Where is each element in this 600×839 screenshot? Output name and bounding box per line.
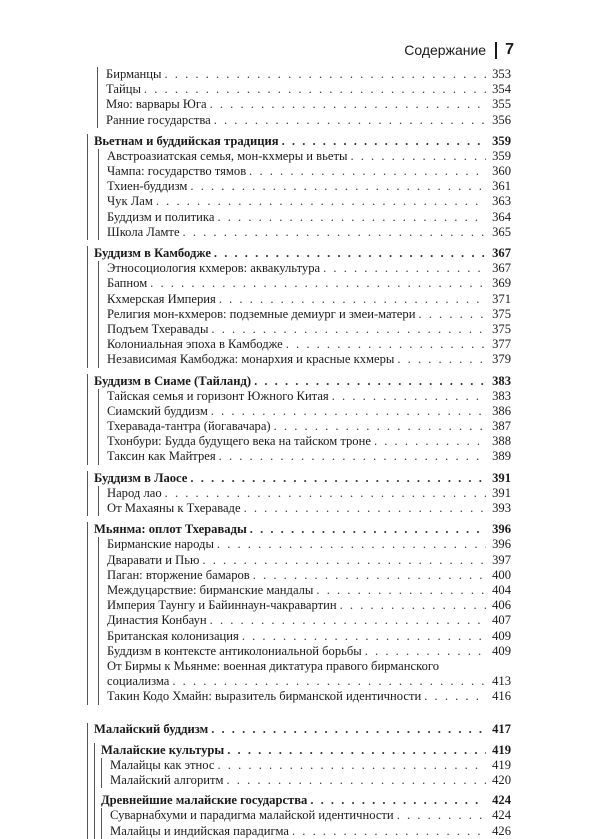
- toc-group-laos: [87, 471, 511, 517]
- toc-entry[interactable]: Малайцы как этнос . . . 419: [102, 758, 511, 773]
- header-divider: [495, 42, 497, 59]
- toc-section-heading[interactable]: Буддизм в Лаосе . . . 391: [88, 471, 511, 486]
- toc-entry-continuation[interactable]: социализма . . . 413: [99, 674, 511, 689]
- toc-section-heading[interactable]: Малайские культуры . . . 419: [95, 743, 511, 758]
- toc-entry[interactable]: Дваравати и Пью . . . 397: [99, 553, 511, 568]
- toc-entry[interactable]: От Махаяны к Тхераваде . . . 393: [99, 501, 511, 516]
- toc-entry[interactable]: Династия Конбаун . . . 407: [99, 613, 511, 628]
- toc-group-intro: [97, 67, 511, 128]
- toc-entry[interactable]: Тхонбури: Будда будущего века на тайском троне . . . 388: [99, 434, 511, 449]
- toc-entry[interactable]: Кхмерская Империя . . . 371: [99, 292, 511, 307]
- toc-entry[interactable]: Австроазиатская семья, мон-кхмеры и вьеты . . . 359: [99, 149, 511, 164]
- header-title: Содержание: [404, 42, 487, 58]
- toc-entry[interactable]: Междуцарствие: бирманские мандалы . . . 404: [99, 583, 511, 598]
- toc-entry[interactable]: Бирманцы . . . 353: [98, 67, 511, 82]
- toc-part-heading[interactable]: Малайский буддизм . . . 417: [88, 723, 511, 738]
- toc-entry[interactable]: Религия мон-кхмеров: подземные демиург и змеи-матери . . . 375: [99, 307, 511, 322]
- toc-group-cambodia: [87, 246, 511, 368]
- toc-part-malay: [87, 723, 511, 839]
- toc-entry[interactable]: Таксин как Майтрея . . . 389: [99, 450, 511, 465]
- toc-entry[interactable]: Такин Кодо Хмайн: выразитель бирманской идентичности . . . 416: [99, 689, 511, 704]
- toc-section-heading[interactable]: Мьянма: оплот Тхеравады . . . 396: [88, 522, 511, 537]
- toc-entry[interactable]: Чампа: государство тямов . . . 360: [99, 164, 511, 179]
- toc-entry[interactable]: Бирманские народы . . . 396: [99, 537, 511, 552]
- toc-entry-wrapped[interactable]: От Бирмы к Мьянме: военная диктатура правого бирманского: [107, 658, 440, 673]
- toc-entry[interactable]: Подъем Тхеравады . . . 375: [99, 322, 511, 337]
- toc-entry[interactable]: Тайцы . . . 354: [98, 82, 511, 97]
- toc-entry[interactable]: Ранние государства . . . 356: [98, 113, 511, 128]
- toc-entry[interactable]: Школа Ламте . . . 365: [99, 225, 511, 240]
- toc-entry[interactable]: Независимая Камбоджа: монархия и красные кхмеры . . . 379: [99, 352, 511, 367]
- toc-entry[interactable]: Колониальная эпоха в Камбодже . . . 377: [99, 337, 511, 352]
- toc-group-siam: [87, 374, 511, 465]
- toc-entry[interactable]: Народ лао . . . 391: [99, 486, 511, 501]
- toc-entry[interactable]: Тхиен-буддизм . . . 361: [99, 179, 511, 194]
- toc-entry[interactable]: Сиамский буддизм . . . 386: [99, 404, 511, 419]
- toc-entry[interactable]: Паган: вторжение бамаров . . . 400: [99, 568, 511, 583]
- toc-entry[interactable]: Тхеравада-тантра (йогавачара) . . . 387: [99, 419, 511, 434]
- toc-entry[interactable]: Мяо: варвары Юга . . . 355: [98, 97, 511, 112]
- toc-entry[interactable]: Британская колонизация . . . 409: [99, 629, 511, 644]
- toc-group-myanmar: [87, 522, 511, 704]
- toc-entry[interactable]: Малайцы и индийская парадигма . . . 426: [102, 824, 511, 839]
- toc-section-heading[interactable]: Буддизм в Камбодже . . . 367: [88, 246, 511, 261]
- table-of-contents: [94, 66, 511, 839]
- toc-entry[interactable]: Буддизм и политика . . . 364: [99, 210, 511, 225]
- toc-entry[interactable]: Этносоциология кхмеров: аквакультура . . . 367: [99, 261, 511, 276]
- toc-section-heading[interactable]: Древнейшие малайские государства . . . 424: [95, 793, 511, 808]
- toc-entry[interactable]: Буддизм в контексте антиколониальной борьбы . . . 409: [99, 644, 511, 659]
- toc-entry[interactable]: Суварнабхуми и парадигма малайской идентичности . . . 424: [102, 808, 511, 823]
- toc-entry[interactable]: Чук Лам . . . 363: [99, 195, 511, 210]
- toc-entry[interactable]: Малайский алгоритм . . . 420: [102, 773, 511, 788]
- toc-entry[interactable]: Бапном . . . 369: [99, 276, 511, 291]
- toc-section-heading[interactable]: Буддизм в Сиаме (Тайланд) . . . 383: [88, 374, 511, 389]
- running-header: [404, 40, 514, 60]
- toc-entry[interactable]: Тайская семья и горизонт Южного Китая . . . 383: [99, 389, 511, 404]
- toc-group-vietnam: [87, 134, 511, 240]
- toc-entry[interactable]: Империя Таунгу и Байиннаун-чакравартин . . . 406: [99, 598, 511, 613]
- page-number: 7: [505, 41, 514, 58]
- toc-section-heading[interactable]: Вьетнам и буддийская традиция . . . 359: [88, 134, 511, 149]
